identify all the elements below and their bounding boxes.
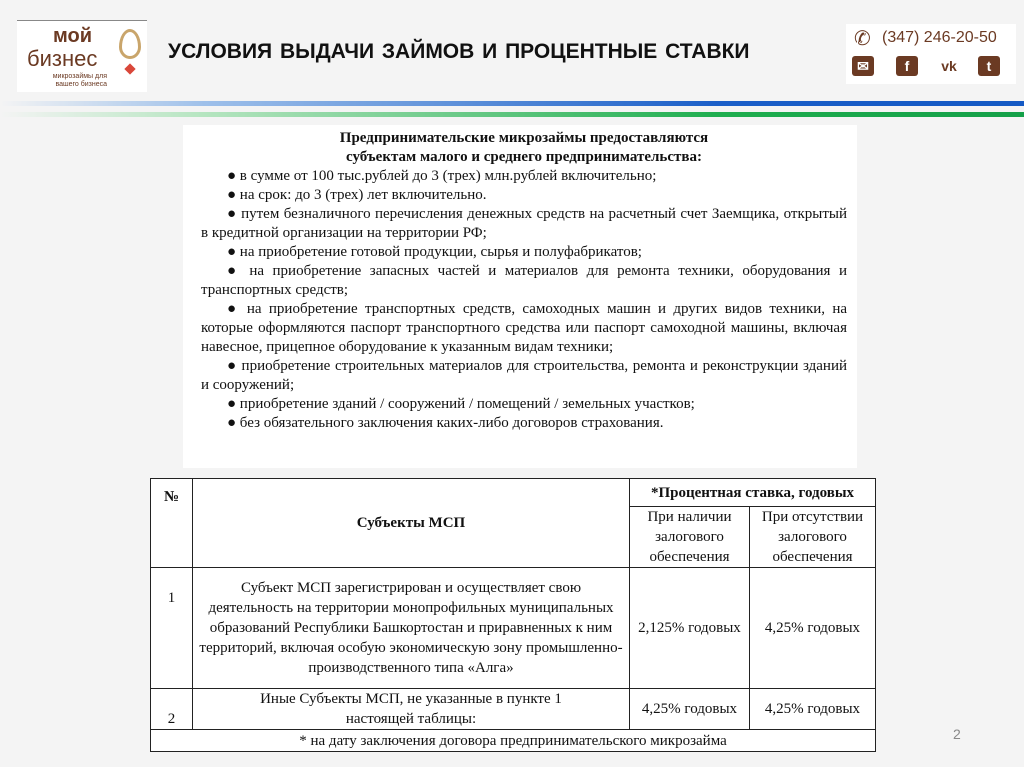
logo-text: мой <box>53 25 93 47</box>
contact-block <box>846 24 1016 84</box>
list-item: ● на приобретение готовой продукции, сырья и полуфабрикатов; <box>227 244 642 260</box>
list-item: ● в сумме от 100 тыс.рублей до 3 (трех) млн.рублей включительно; <box>227 168 657 184</box>
page-title: УСЛОВИЯ ВЫДАЧИ ЗАЙМОВ И ПРОЦЕНТНЫЕ СТАВКИ <box>168 40 750 63</box>
page-number: 2 <box>953 726 961 742</box>
twitter-icon[interactable]: t <box>978 56 1000 76</box>
table-row <box>151 689 876 730</box>
list-item: ● на приобретение запасных частей и материалов для ремонта техники, оборудования и транспортных средств; <box>201 263 847 298</box>
conditions-document <box>183 125 857 468</box>
phone-number[interactable]: (347) 246-20-50 <box>882 29 997 46</box>
row-subject: Иные Субъекты МСП, не указанные в пункте 1 настоящей таблицы: <box>193 689 630 730</box>
row-subject: Субъект МСП зарегистрирован и осуществляет свою деятельность на территории монопрофильных муниципальных образований Республики Башкортостан и приравненных к ним территорий, включая особую экономическую зону промышленно-производственного типа «Алга» <box>193 568 630 689</box>
row-num: 1 <box>151 568 193 689</box>
phone-icon: ✆ <box>854 28 871 50</box>
mail-icon[interactable]: ✉ <box>852 56 874 76</box>
header-without-collateral: При отсутствии залогового обеспечения <box>750 507 876 568</box>
rocket-pin-icon <box>119 29 141 59</box>
facebook-icon[interactable]: f <box>896 56 918 76</box>
doc-heading: Предпринимательские микрозаймы предоставляются <box>339 130 709 146</box>
header-num: № <box>151 479 193 568</box>
list-item: ● на срок: до 3 (трех) лет включительно. <box>227 187 487 203</box>
table-footnote: * на дату заключения договора предпринимательского микрозайма <box>151 730 876 752</box>
row-rate-without: 4,25% годовых <box>750 689 876 730</box>
row-rate-with: 2,125% годовых <box>630 568 750 689</box>
header-subjects: Субъекты МСП <box>193 479 630 568</box>
divider-blue <box>0 101 1024 106</box>
diamond-icon <box>124 63 135 74</box>
row-num: 2 <box>151 689 193 730</box>
row-rate-without: 4,25% годовых <box>750 568 876 689</box>
list-item: ● приобретение строительных материалов для строительства, ремонта и реконструкции зданий и сооружений; <box>201 358 847 393</box>
row-rate-with: 4,25% годовых <box>630 689 750 730</box>
header-with-collateral: При наличии залогового обеспечения <box>630 507 750 568</box>
table-row <box>151 568 876 689</box>
logo-text: бизнес <box>27 46 98 71</box>
list-item: ● без обязательного заключения каких-либо договоров страхования. <box>227 415 664 431</box>
logo-tagline: микрозаймы для вашего бизнеса <box>52 73 107 88</box>
divider-green <box>0 112 1024 117</box>
list-item: ● путем безналичного перечисления денежных средств на расчетный счет Заемщика, открытый в кредитной организации на территории РФ; <box>201 206 847 241</box>
rates-table <box>150 478 876 752</box>
logo <box>17 20 147 92</box>
list-item: ● приобретение зданий / сооружений / помещений / земельных участков; <box>227 396 695 412</box>
doc-heading: субъектам малого и среднего предпринимательства: <box>346 149 702 165</box>
vk-icon[interactable]: vk <box>941 58 957 74</box>
header-rate: *Процентная ставка, годовых <box>630 479 876 507</box>
list-item: ● на приобретение транспортных средств, самоходных машин и других видов техники, на которые оформляются паспорт транспортного средства или паспорт самоходной машины, включая навесное, прицепное оборудование к указанным видам техники; <box>201 301 847 355</box>
